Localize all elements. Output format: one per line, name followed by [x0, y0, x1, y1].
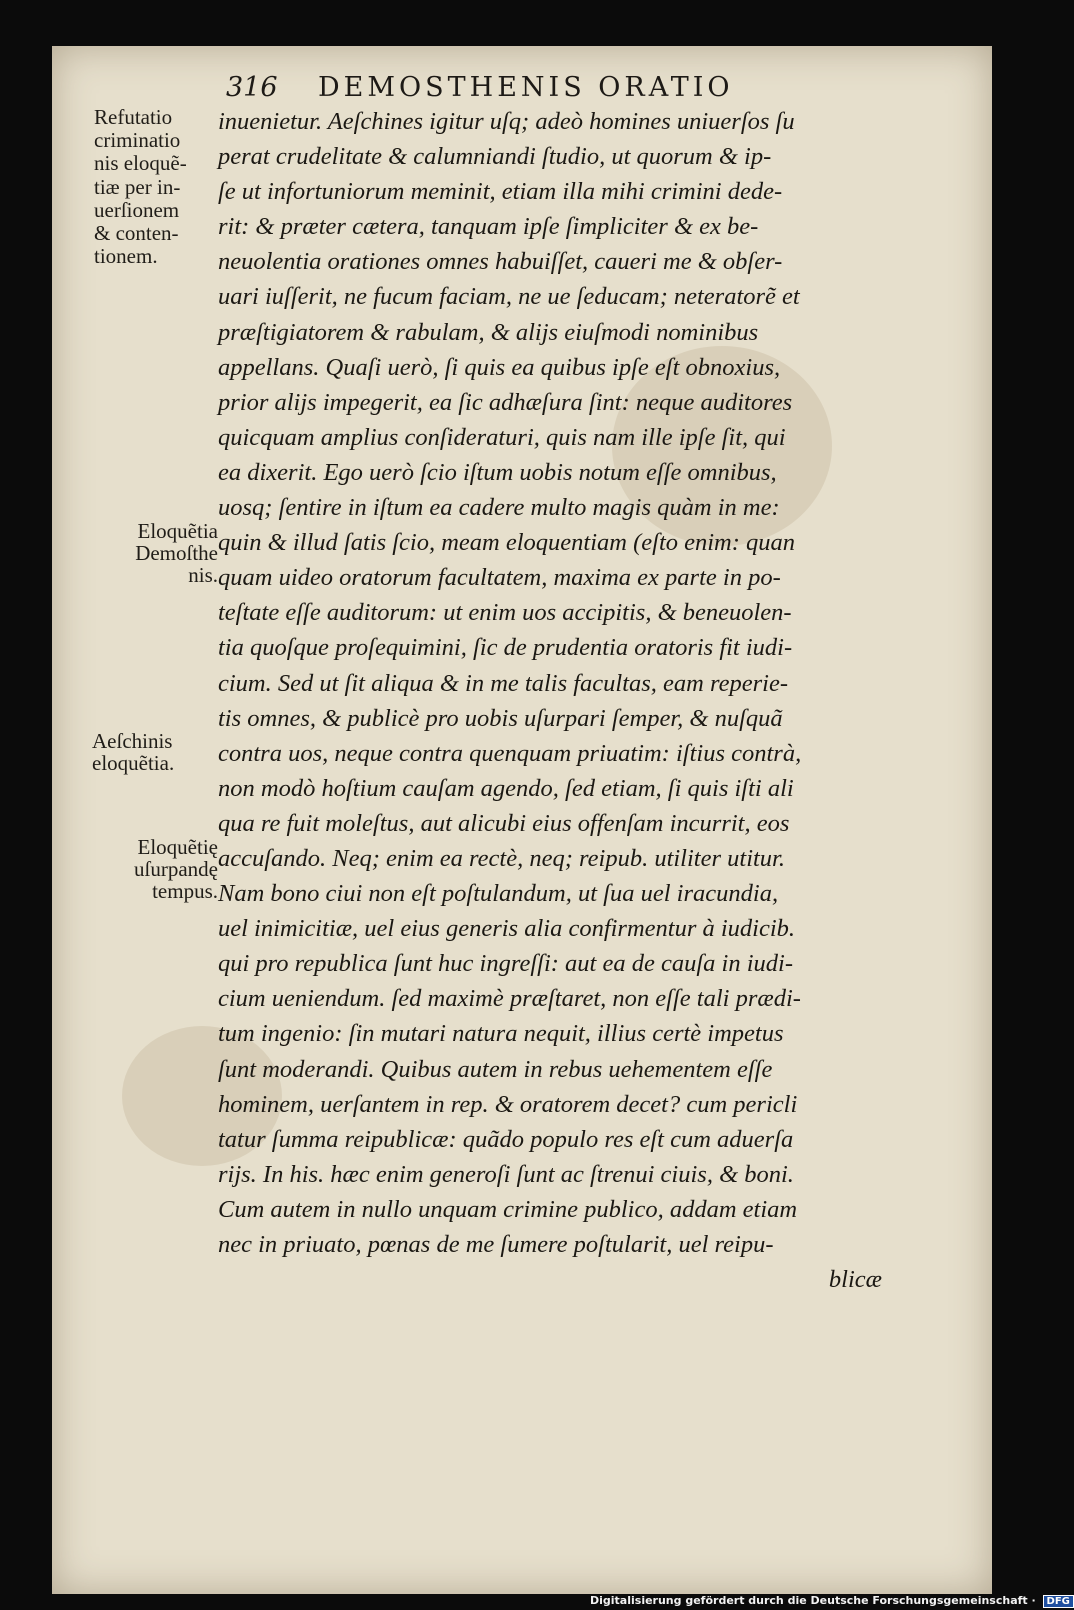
- margin-note-line: Eloquẽtia: [137, 519, 218, 543]
- text-line: uari iuſſerit, ne fucum faciam, ne ue ſeducam; neteratorẽ et: [218, 283, 800, 311]
- text-line: ea dixerit. Ego uerò ſcio iſtum uobis notum eſſe omnibus,: [218, 458, 777, 486]
- margin-note-line: & conten-: [94, 221, 179, 246]
- margin-note-line: criminatio: [94, 128, 181, 153]
- text-line: appellans. Quaſi uerò, ſi quis ea quibus ipſe eſt obnoxius,: [218, 353, 781, 381]
- text-line: cium. Sed ut ſit aliqua & in me talis facultas, eam reperie-: [218, 669, 788, 697]
- text-line: hominem, uerſantem in rep. & oratorem decet? cum pericli: [218, 1090, 798, 1118]
- text-line: quin & illud ſatis ſcio, meam eloquentiam (eſto enim: quan: [218, 529, 796, 557]
- running-title: DEMOSTHENIS ORATIO: [318, 72, 734, 103]
- text-line: uosq; ſentire in iſtum ea cadere multo magis quàm in me:: [218, 494, 780, 522]
- text-line: qua re fuit moleſtus, aut alicubi eius offenſam incurrit, eos: [218, 809, 790, 837]
- text-line: accuſando. Neq; enim ea rectè, neq; reipub. utiliter utitur.: [218, 844, 786, 872]
- text-line: tum ingenio: ſin mutari natura nequit, illius certè impetus: [218, 1020, 784, 1048]
- text-line: rijs. In his. hæc enim generoſi ſunt ac ſtrenui ciuis, & boni.: [218, 1160, 794, 1188]
- margin-note: [94, 106, 224, 268]
- text-line: Nam bono ciui non eſt poſtulandum, ut ſua uel iracundia,: [218, 880, 779, 908]
- text-line: neuolentia orationes omnes habuiſſet, caueri me & obſer-: [218, 248, 783, 276]
- text-line: cium ueniendum. ſed maximè præſtaret, non eſſe tali prædi-: [218, 985, 801, 1013]
- text-line: rit: & præter cætera, tanquam ipſe ſimpliciter & ex be-: [218, 213, 759, 241]
- margin-note: [92, 730, 218, 774]
- text-line: tia quoſque proſequimini, ſic de prudentia oratoris fit iudi-: [218, 634, 793, 662]
- margin-note: [92, 836, 218, 902]
- text-line: tis omnes, & publicè pro uobis uſurpari ſemper, & nuſquã: [218, 704, 783, 732]
- margin-note-line: Aeſchinis: [92, 729, 173, 753]
- margin-note-line: tionem.: [94, 244, 158, 269]
- margin-note-line: eloquẽtia.: [92, 751, 175, 775]
- text-line: quam uideo oratorum facultatem, maxima ex parte in po-: [218, 564, 781, 592]
- margin-note-line: uerſionem: [94, 197, 180, 222]
- margin-note-line: nis.: [188, 563, 218, 587]
- text-line: ſunt moderandi. Quibus autem in rebus uehementem eſſe: [218, 1055, 773, 1083]
- text-line: qui pro republica ſunt huc ingreſſi: aut ea de cauſa in iudi-: [218, 950, 793, 978]
- text-line: tatur ſumma reipublicæ: quãdo populo res eſt cum aduerſa: [218, 1125, 794, 1153]
- margin-note-line: uſurpandę: [134, 857, 218, 881]
- main-text-block: [218, 104, 908, 1297]
- text-line: teſtate eſſe auditorum: ut enim uos accipitis, & beneuolen-: [218, 599, 792, 627]
- text-line: ſe ut infortuniorum meminit, etiam illa mihi crimini dede-: [218, 178, 783, 206]
- text-line: prior alijs impegerit, ea ſic adhæſura ſint: neque auditores: [218, 388, 793, 416]
- text-line: uel inimicitiæ, uel eius generis alia confirmentur à iudicib.: [218, 915, 796, 943]
- text-line: inuenietur. Aeſchines igitur uſq; adeò homines uniuerſos ſu: [218, 108, 795, 135]
- credit-separator: ·: [1027, 1594, 1040, 1607]
- digitization-credit: [590, 1594, 1074, 1610]
- margin-note-line: nis eloquẽ-: [94, 151, 187, 176]
- credit-text: Digitalisierung gefördert durch die Deutsche Forschungsgemeinschaft: [590, 1594, 1028, 1607]
- text-line: Cum autem in nullo unquam crimine publico, addam etiam: [218, 1195, 798, 1223]
- margin-note-line: Demoſthe: [135, 541, 218, 565]
- text-line: non modò hoſtium cauſam agendo, ſed etiam, ſi quis iſti ali: [218, 774, 794, 802]
- margin-note-line: tiæ per in-: [94, 174, 181, 199]
- text-line: contra uos, neque contra quenquam priuatim: iſtius contrà,: [218, 739, 802, 767]
- text-line: præſtigiatorem & rabulam, & alijs eiuſmodi nominibus: [218, 318, 759, 346]
- text-line: perat crudelitate & calumniandi ſtudio, ut quorum & ip-: [218, 143, 772, 171]
- text-line: nec in priuato, pœnas de me ſumere poſtularit, uel reipu-: [218, 1231, 774, 1258]
- dfg-logo: DFG: [1043, 1595, 1074, 1608]
- margin-note: [106, 520, 218, 586]
- catchword: blicæ: [828, 1266, 882, 1294]
- text-line: quicquam amplius conſideraturi, quis nam ille ipſe ſit, qui: [218, 423, 786, 451]
- folio-number: 316: [226, 72, 278, 103]
- margin-note-line: Eloquẽtię: [137, 835, 218, 859]
- margin-note-line: tempus.: [152, 879, 218, 903]
- margin-note-line: Refutatio: [94, 105, 173, 129]
